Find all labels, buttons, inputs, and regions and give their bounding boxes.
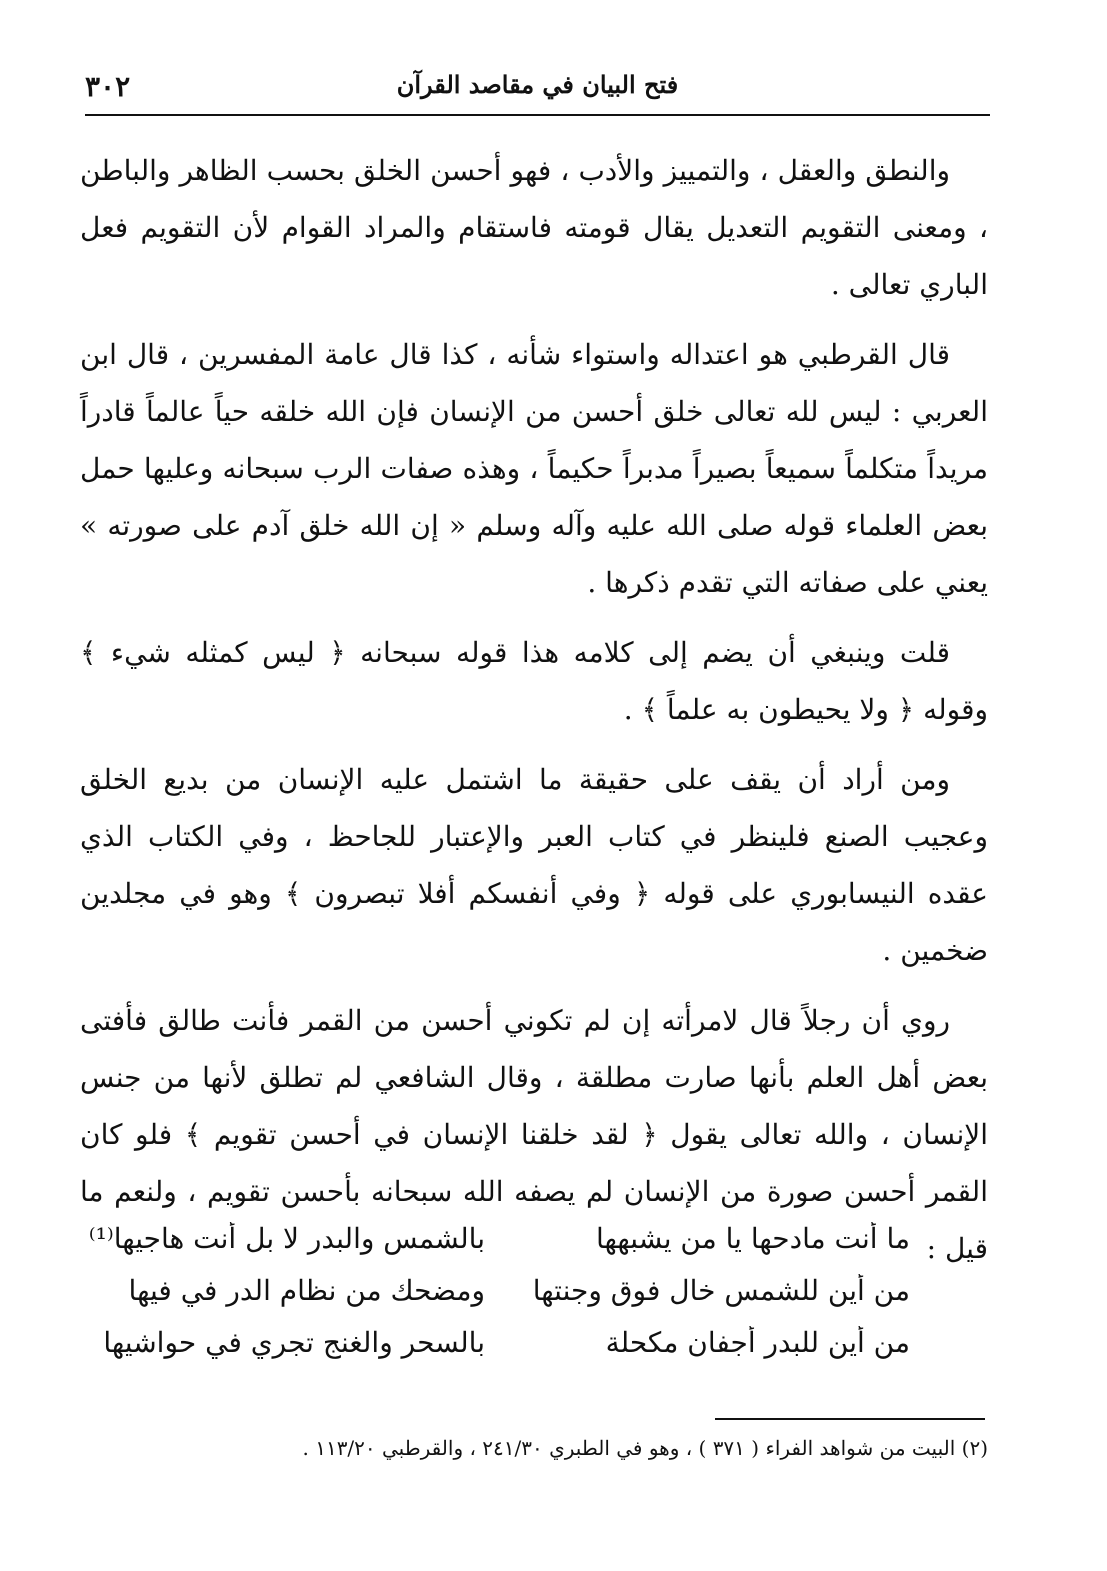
poem-verse	[80, 1264, 910, 1316]
verse-first-hemistich: من أين للشمس خال فوق وجنتها	[532, 1273, 910, 1307]
running-header	[85, 62, 990, 116]
book-title: فتح البيان في مقاصد القرآن	[396, 70, 679, 99]
paragraph: روي أن رجلاً قال لامرأته إن لم تكوني أحسن من القمر فأنت طالق فأفتى بعض أهل العلم بأنها صارت مطلقة ، وقال الشافعي لم تطلق لأنها من جنس الإنسان ، والله تعالى يقول ﴿ لقد خلقنا الإنسان في أحسن تقويم ﴾ فلو كان القمر أحسن صورة من الإنسان لم يصفه الله سبحانه بأحسن تقويم ، ولنعم ما قيل :	[80, 1004, 988, 1265]
verse-first-hemistich: ما أنت مادحها يا من يشبهها	[595, 1221, 910, 1255]
verse-second-hemistich: ومضحك من نظام الدر في فيها	[128, 1273, 485, 1307]
poem-verse	[80, 1316, 910, 1368]
page-number: ٣٠٢	[85, 70, 131, 103]
footnote: (٢) البيت من شواهد الفراء ( ٣٧١ ) ، وهو في الطبري ٢٤١/٣٠ ، والقرطبي ١١٣/٢٠ .	[302, 1436, 988, 1460]
verse-second-hemistich: بالسحر والغنج تجري في حواشيها	[103, 1325, 485, 1359]
verse-second-hemistich: بالشمس والبدر لا بل أنت هاجيها⁽¹⁾	[88, 1221, 485, 1255]
poem-verses	[80, 1212, 910, 1368]
main-text	[80, 142, 988, 1290]
paragraph: ومن أراد أن يقف على حقيقة ما اشتمل عليه الإنسان من بديع الخلق وعجيب الصنع فلينظر في كتاب العبر والإعتبار للجاحظ ، وفي الكتاب الذي عقده النيسابوري على قوله ﴿ وفي أنفسكم أفلا تبصرون ﴾ وهو في مجلدين ضخمين .	[80, 763, 988, 967]
verse-first-hemistich: من أين للبدر أجفان مكحلة	[605, 1325, 910, 1359]
poem-verse	[80, 1212, 910, 1264]
footnote-rule	[715, 1418, 985, 1420]
header-rule	[85, 114, 990, 116]
paragraph: قال القرطبي هو اعتداله واستواء شأنه ، كذا قال عامة المفسرين ، قال ابن العربي : ليس لله تعالى خلق أحسن من الإنسان فإن الله خلقه حياً عالماً قادراً مريداً متكلماً سميعاً بصيراً مدبراً حكيماً ، وهذه صفات الرب سبحانه وعليها حمل بعض العلماء قوله صلى الله عليه وآله وسلم « إن الله خلق آدم على صورته » يعني على صفاته التي تقدم ذكرها .	[80, 338, 988, 599]
paragraph: قلت وينبغي أن يضم إلى كلامه هذا قوله سبحانه ﴿ ليس كمثله شيء ﴾ وقوله ﴿ ولا يحيطون به علماً ﴾ .	[80, 636, 988, 726]
paragraph: والنطق والعقل ، والتمييز والأدب ، فهو أحسن الخلق بحسب الظاهر والباطن ، ومعنى التقويم التعديل يقال قومته فاستقام والمراد القوام لأن التقويم فعل الباري تعالى .	[80, 154, 989, 301]
